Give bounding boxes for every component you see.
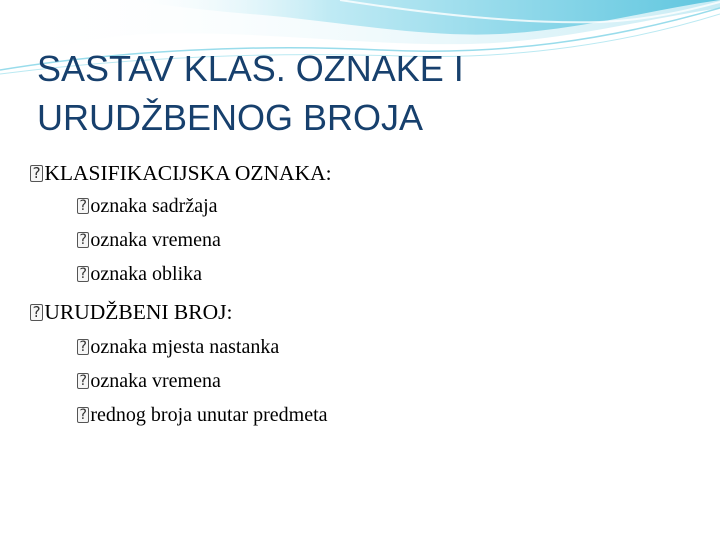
list-item-text: rednog broja unutar predmeta: [90, 404, 328, 426]
list-item: [77, 336, 279, 359]
list-item: [77, 263, 202, 286]
missing-glyph-icon: [30, 304, 43, 321]
missing-glyph-icon: [30, 165, 43, 182]
list-item: [77, 370, 221, 393]
missing-glyph-icon: [77, 232, 89, 248]
list-item-text: oznaka sadržaja: [90, 195, 218, 217]
missing-glyph-icon: [77, 339, 89, 355]
list-item: [77, 404, 328, 427]
list-item-text: oznaka oblika: [90, 263, 203, 285]
missing-glyph-icon: [77, 407, 89, 423]
list-item-text: oznaka mjesta nastanka: [90, 336, 280, 358]
section-heading-urudzbeni: [30, 300, 232, 325]
list-item: [77, 195, 218, 218]
section-heading-klasifikacijska: [30, 161, 332, 186]
title-line-1: SASTAV KLAS. OZNAKE I: [37, 48, 464, 89]
title-line-2: URUDŽBENOG BROJA: [37, 97, 424, 138]
section-heading-text: URUDŽBENI BROJ:: [44, 300, 233, 324]
missing-glyph-icon: [77, 198, 89, 214]
list-item: [77, 229, 221, 252]
page-title: [37, 44, 697, 142]
list-item-text: oznaka vremena: [90, 229, 221, 251]
list-item-text: oznaka vremena: [90, 370, 221, 392]
section-heading-text: KLASIFIKACIJSKA OZNAKA:: [44, 161, 332, 185]
missing-glyph-icon: [77, 266, 89, 282]
missing-glyph-icon: [77, 373, 89, 389]
